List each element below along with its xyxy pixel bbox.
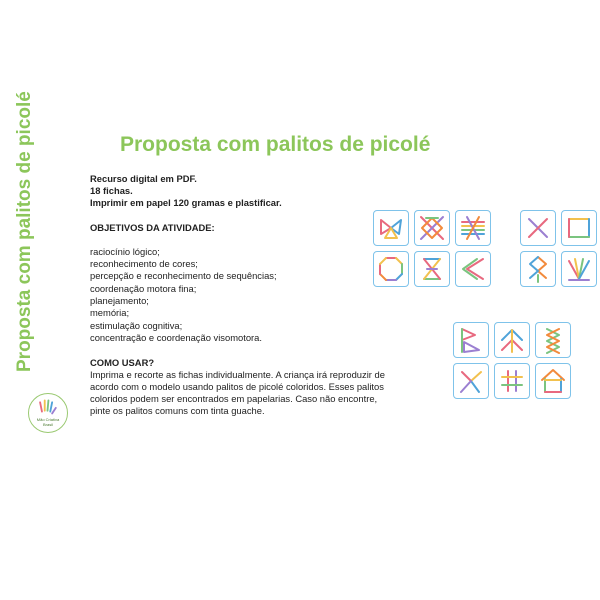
side-title: Proposta com palitos de picolé [14, 91, 35, 372]
x-icon [524, 214, 552, 242]
logo-text-line1: Mão Criativa [36, 417, 60, 422]
double-arrow-card [494, 322, 530, 358]
house-icon [539, 367, 567, 395]
how-to-line: coloridos podem ser encontrados em papelarias. Caso não encontre, [90, 393, 378, 404]
criss-cross-icon [418, 214, 446, 242]
arrow-card [455, 251, 491, 287]
how-to-line: Imprima e recorte as fichas individualmente. A criança irá reproduzir de [90, 369, 385, 380]
objective-item: concentração e coordenação visomotora. [90, 332, 262, 343]
zigzag-icon [539, 326, 567, 354]
triangles-card [453, 322, 489, 358]
diamond-chain-icon [524, 255, 552, 283]
hourglass-icon [418, 255, 446, 283]
fan-card [561, 251, 597, 287]
octagon-card [373, 251, 409, 287]
house-card [535, 363, 571, 399]
arrow-icon [459, 255, 487, 283]
layered-lines-card [455, 210, 491, 246]
logo-text-line2: Brasil [42, 421, 53, 427]
objective-item: percepção e reconhecimento de sequências; [90, 270, 277, 281]
layered-lines-icon [459, 214, 487, 242]
objectives-heading: OBJETIVOS DA ATIVIDADE: [90, 222, 215, 233]
intro-line-1: Recurso digital em PDF. [90, 173, 197, 184]
square-card [561, 210, 597, 246]
grid-card [494, 363, 530, 399]
zigzag-card [535, 322, 571, 358]
objective-item: planejamento; [90, 295, 149, 306]
double-arrow-icon [498, 326, 526, 354]
triangles-icon [457, 326, 485, 354]
diamond-chain-card [520, 251, 556, 287]
objective-item: memória; [90, 307, 130, 318]
pinwheel-icon [377, 214, 405, 242]
grid-icon [498, 367, 526, 395]
objective-item: estimulação cognitiva; [90, 320, 183, 331]
fan-icon [565, 255, 593, 283]
how-to-heading: COMO USAR? [90, 357, 155, 368]
objective-item: reconhecimento de cores; [90, 258, 198, 269]
intro-line-2: 18 fichas. [90, 185, 133, 196]
hourglass-card [414, 251, 450, 287]
octagon-icon [377, 255, 405, 283]
criss-cross-card [414, 210, 450, 246]
how-to-line: pinte os palitos comuns com tinta guache. [90, 405, 265, 416]
main-title: Proposta com palitos de picolé [120, 133, 431, 156]
lightning-card [453, 363, 489, 399]
objective-item: raciocínio lógico; [90, 246, 160, 257]
square-icon [565, 214, 593, 242]
intro-line-3: Imprimir em papel 120 gramas e plastificar. [90, 197, 282, 208]
logo [28, 393, 68, 433]
lightning-icon [457, 367, 485, 395]
x-card [520, 210, 556, 246]
objective-item: coordenação motora fina; [90, 283, 197, 294]
how-to-line: acordo com o modelo usando palitos de picolé coloridos. Esses palitos [90, 381, 384, 392]
pinwheel-card [373, 210, 409, 246]
